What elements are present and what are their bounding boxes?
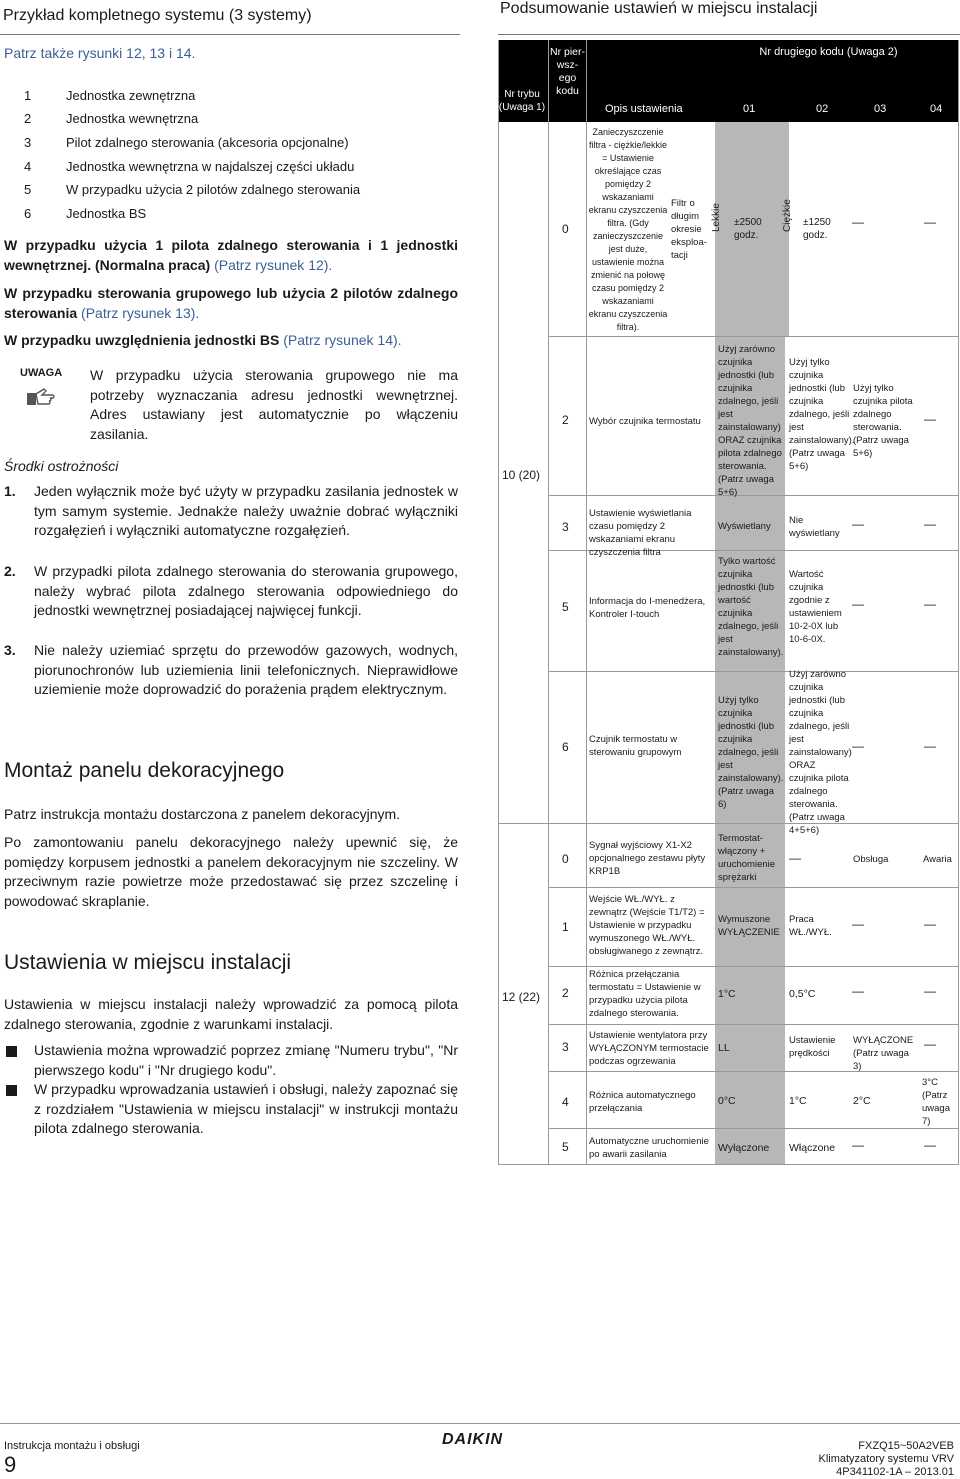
desc-cell: Sygnał wyjściowy X1-X2 opcjonalnego zestawu płyty KRP1B	[589, 840, 706, 877]
value-cell: 1°C	[789, 1095, 807, 1107]
code-cell: 1	[562, 920, 569, 934]
precautions-title: Środki ostrożności	[4, 458, 119, 474]
code-cell: 5	[562, 1140, 569, 1154]
desc-cell: Ustawienie wyświetlania czasu pomiędzy 2 wskazaniami ekranu czyszczenia filtra	[589, 508, 692, 558]
value-cell: 0,5°C	[789, 988, 816, 1000]
header-mode: Nr trybu (Uwaga 1)	[498, 89, 546, 113]
precaution-item: 2. W przypadki pilota zdalnego sterowania do sterowania grupowego, należy wybrać pilota zdalnego sterowania odpowiedniego do jednostki wewnętrznej posiadającej najwięcej funkcji.	[4, 563, 458, 618]
value-cell: —	[924, 1138, 936, 1152]
value-cell: 2°C	[853, 1095, 871, 1107]
right-header	[498, 0, 960, 35]
case-normal: W przypadku użycia 1 pilota zdalnego sterowania i 1 jednostki wewnętrznej. (Normalna praca) (Patrz rysunek 12).	[4, 237, 458, 273]
section-settings-p1: Ustawienia w miejscu instalacji należy wprowadzić za pomocą pilota zdalnego sterowania, zgodnie z warunkami instalacji.	[4, 996, 458, 1032]
header-first-code: Nr pier-wsz-ego kodu	[550, 46, 586, 97]
footer-manual-title: Instrukcja montażu i obsługi	[4, 1440, 140, 1452]
see-also: Patrz także rysunki 12, 13 i 14.	[4, 45, 196, 61]
value-cell: Obsługa	[853, 854, 889, 865]
header-col-03: 03	[874, 103, 887, 115]
code-cell: 3	[562, 520, 569, 534]
bullet-item: W przypadku wprowadzania ustawień i obsługi, należy zapoznać się z rozdziałem "Ustawienia w miejscu instalacji" w instrukcji montażu pilota zdalnego sterowania.	[34, 1081, 458, 1136]
precaution-item: 3. Nie należy uziemiać sprzętu do przewodów gazowych, wodnych, piorunochronów lub uziemienia linii telefonicznych. Nieprawidłowe uziemienie może doprowadzić do porażenia prądem elektrycznym.	[4, 642, 458, 697]
section-panel-p2: Po zamontowaniu panelu dekoracyjnego należy upewnić się, że pomiędzy korpusem jednostki a panelem dekoracyjnym nie szczeliny. W przeciwnym razie powietrze może przedostawać się przez szczelinę i powodować skraplanie.	[4, 834, 458, 909]
value-cell: —	[924, 917, 936, 931]
page-number: 9	[4, 1452, 17, 1477]
value-cell: —	[789, 851, 801, 865]
mode-10: 10 (20)	[502, 468, 541, 482]
value-cell: —	[852, 517, 864, 531]
value-cell: —	[924, 597, 936, 611]
desc-cell: Automatyczne uruchomienie po awarii zasilania	[589, 1136, 709, 1160]
value-cell: Użyj tylko czujnika jednostki (lub czujnika zdalnego, jeśli jest zainstalowany). (Patrz uwaga 5+6)	[789, 357, 855, 472]
value-cell: —	[924, 215, 936, 229]
precaution-item: 1. Jeden wyłącznik może być użyty w przypadku zasilania jednostek w tym samym systemie. Jednakże należy uważnie dobrać wyłączniki rozgałęzień i wyłączniki automatyczne rozgałęzień.	[4, 483, 458, 538]
section-title-panel: Montaż panelu dekoracyjnego	[4, 759, 285, 782]
value-cell: Wyłączone	[718, 1142, 770, 1154]
value-cell: —	[924, 517, 936, 531]
footer-rule	[0, 1423, 960, 1424]
value-cell: Nie wyświetlany	[789, 515, 840, 539]
value-cell: Użyj zarówno czujnika jednostki (lub czujnika zdalnego, jeśli jest zainstalowany) ORAZ czujnika pilota zdalnego sterowania. (Patrz uwaga 5+6)	[718, 344, 782, 498]
value-cell: Wymuszone WYŁĄCZENIE	[718, 914, 780, 938]
value-cell: WYŁĄCZONE (Patrz uwaga 3)	[853, 1035, 914, 1072]
mode-12: 12 (22)	[502, 990, 541, 1004]
footer-product: Klimatyzatory systemu VRV	[818, 1453, 954, 1465]
settings-table	[498, 40, 959, 1164]
footer-docid: 4P341102-1A – 2013.01	[836, 1466, 954, 1478]
value-cell: Tylko wartość czujnika jednostki (lub wartość czujnika zdalnego, jeśli jest zainstalowany).	[718, 556, 784, 658]
desc-cell: Ustawienie wentylatora przy WYŁĄCZONYM termostacie podczas ogrzewania	[589, 1030, 709, 1067]
header-description: Opis ustawienia	[605, 103, 683, 115]
header-col-01: 01	[743, 103, 756, 115]
code-cell: 3	[562, 1040, 569, 1054]
desc-cell: Czujnik termostatu w sterowaniu grupowym	[589, 734, 682, 758]
value-cell: Ustawienie prędkości	[789, 1035, 836, 1059]
value-cell: —	[852, 739, 864, 753]
note-hand-icon	[26, 385, 56, 409]
value-cell: Włączone	[789, 1142, 836, 1154]
value-cell: —	[852, 1138, 864, 1152]
value-cell: Wartość czujnika zgodnie z ustawieniem 10-2-0X lub 10-6-0X.	[789, 569, 842, 645]
value-cell: —	[852, 984, 864, 998]
value-cell: —	[852, 597, 864, 611]
value-cell: Użyj tylko czujnika pilota zdalnego sterowania. (Patrz uwaga 5+6)	[853, 383, 913, 459]
case-group: W przypadku sterowania grupowego lub użycia 2 pilotów zdalnego sterowania (Patrz rysunek 13).	[4, 285, 458, 321]
code-cell: 4	[562, 1095, 569, 1109]
desc-cell: Zanieczyszczenie filtra - ciężkie/lekkie = Ustawienie określające czas pomiędzy 2 wskazaniami ekranu czyszczenia filtra. (Gdy zanieczyszczenie jest duże, ustawienie można zmienić na połowę czasu pomiędzy 2 wskazaniami ekranu czyszczenia filtra).	[588, 127, 668, 332]
code-cell: 5	[562, 600, 569, 614]
heavy-label: Ciężkie	[782, 199, 793, 232]
code-cell: 0	[562, 852, 569, 866]
value-cell: Użyj tylko czujnika jednostki (lub czujnika zdalnego, jeśli jest zainstalowany). (Patrz uwaga 6)	[718, 695, 784, 810]
value-cell: Użyj zarówno czujnika jednostki (lub czujnika zdalnego, jeśli jest zainstalowany) ORAZ czujnika pilota zdalnego sterowania. (Patrz uwaga 4+5+6)	[789, 669, 852, 836]
value-cell: ±1250 godz.	[803, 217, 831, 241]
code-cell: 0	[562, 222, 569, 236]
value-cell: Awaria	[923, 854, 952, 865]
value-cell: ±2500 godz.	[734, 217, 762, 241]
header-col-04: 04	[930, 103, 943, 115]
value-cell: —	[852, 215, 864, 229]
code-cell: 2	[562, 413, 569, 427]
bullet-icon	[6, 1046, 17, 1057]
bullet-item: Ustawienia można wprowadzić poprzez zmianę "Numeru trybu", "Nr pierwszego kodu" i "Nr drugiego kodu".	[34, 1042, 458, 1078]
note-text: W przypadku użycia sterowania grupowego nie ma potrzeby wyznaczania adresu jednostki wewnętrznej. Adres ustawiany jest automatycznie po włączeniu zasilania.	[90, 367, 458, 442]
section-title-settings: Ustawienia w miejscu instalacji	[4, 951, 292, 974]
footer-model: FXZQ15~50A2VEB	[858, 1440, 954, 1452]
brand-logo: DAIKIN	[442, 1431, 504, 1448]
case-bs: W przypadku uwzględnienia jednostki BS (Patrz rysunek 14).	[4, 332, 402, 348]
value-cell: —	[924, 412, 936, 426]
header-col-02: 02	[816, 103, 829, 115]
code-cell: 2	[562, 986, 569, 1000]
value-cell: Termostat-włączony + uruchomienie sprężarki	[718, 833, 776, 883]
value-cell: 0°C	[718, 1095, 736, 1107]
section-panel-p1: Patrz instrukcja montażu dostarczona z panelem dekoracyjnym.	[4, 806, 401, 822]
sub-desc-cell: Filtr o długim okresie eksploa-tacji	[671, 198, 707, 261]
desc-cell: Informacja do I-menedżera, Kontroler I-touch	[589, 596, 706, 620]
value-cell: 1°C	[718, 988, 736, 1000]
value-cell: —	[852, 917, 864, 931]
light-label: Lekkie	[711, 203, 722, 232]
left-header-title: Przykład kompletnego systemu (3 systemy)	[3, 7, 312, 24]
right-header-title: Podsumowanie ustawień w miejscu instalacji	[500, 0, 818, 17]
value-cell: Wyświetlany	[718, 521, 771, 532]
value-cell: —	[924, 984, 936, 998]
left-header	[0, 0, 460, 35]
header-second-code: Nr drugiego kodu (Uwaga 2)	[759, 46, 898, 58]
value-cell: —	[924, 1037, 936, 1051]
value-cell: Praca WŁ./WYŁ.	[789, 914, 832, 938]
desc-cell: Wybór czujnika termostatu	[589, 416, 701, 427]
desc-cell: Wejście WŁ./WYŁ. z zewnątrz (Wejście T1/T2) = Ustawienie w przypadku wymuszonego WŁ./WYŁ. obsługiwanego z zewnątrz.	[589, 894, 705, 957]
value-cell: LL	[718, 1042, 730, 1054]
value-cell: 3°C (Patrz uwaga 7)	[922, 1077, 950, 1127]
desc-cell: Różnica automatycznego przełączania	[589, 1090, 696, 1114]
bullet-icon	[6, 1085, 17, 1096]
code-cell: 6	[562, 740, 569, 754]
value-cell: —	[924, 739, 936, 753]
desc-cell: Różnica przełączania termostatu = Ustawienie w przypadku użycia pilota zdalnego sterowania.	[589, 969, 701, 1019]
note-label: UWAGA	[20, 367, 63, 379]
